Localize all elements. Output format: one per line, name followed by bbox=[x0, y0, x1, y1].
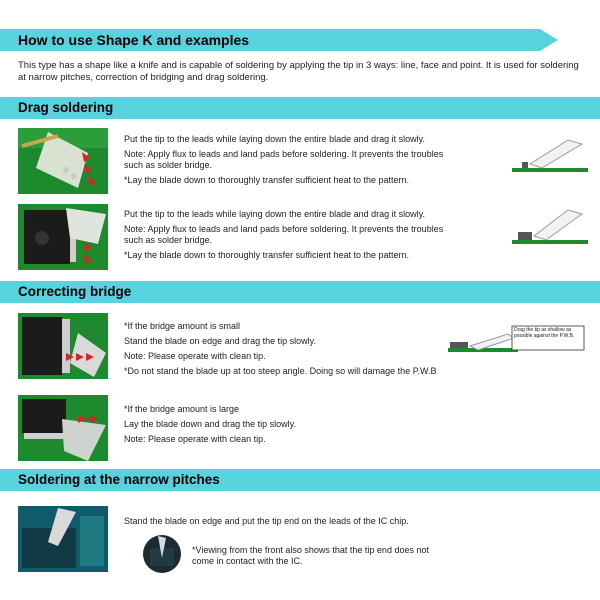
drag-1-line1: Put the tip to the leads while laying down the entire blade and drag it slowly. bbox=[124, 134, 426, 144]
bridge-1-line3: Note: Please operate with clean tip. bbox=[124, 351, 266, 361]
bridge-2-line2: Lay the blade down and drag the tip slowly. bbox=[124, 419, 296, 429]
bridge-callout: Drag the tip as shallow as possible against the P.W.B. bbox=[514, 327, 575, 339]
bridge-text-1 bbox=[124, 321, 454, 381]
section-title-narrow: Soldering at the narrow pitches bbox=[18, 472, 220, 487]
header-banner bbox=[0, 29, 540, 51]
page-title: How to use Shape K and examples bbox=[18, 32, 250, 48]
drag-2-line3: *Lay the blade down to thoroughly transfer sufficient heat to the pattern. bbox=[124, 250, 410, 260]
bridge-2-line3: Note: Please operate with clean tip. bbox=[124, 434, 266, 444]
drag-2-line2: Note: Apply flux to leads and land pads before soldering. It prevents the troubles such as solder bridge. bbox=[124, 224, 444, 245]
drag-text-1 bbox=[124, 134, 454, 190]
drag-photo-1 bbox=[18, 128, 108, 194]
bridge-1-line2: Stand the blade on edge and drag the tip slowly. bbox=[124, 336, 316, 346]
section-banner-narrow bbox=[0, 469, 600, 491]
section-banner-drag bbox=[0, 97, 600, 119]
bridge-2-line1: *If the bridge amount is large bbox=[124, 404, 240, 414]
narrow-photo bbox=[18, 506, 108, 572]
section-title-drag: Drag soldering bbox=[18, 100, 114, 115]
bridge-1-line4: *Do not stand the blade up at too steep angle. Doing so will damage the P.W.B bbox=[124, 366, 437, 376]
bridge-photo-1 bbox=[18, 313, 108, 379]
bridge-photo-2 bbox=[18, 395, 108, 461]
bridge-text-2 bbox=[124, 404, 454, 449]
drag-1-line3: *Lay the blade down to thoroughly transfer sufficient heat to the pattern. bbox=[124, 175, 410, 185]
narrow-text-2: *Viewing from the front also shows that the tip end does not come in contact with the IC. bbox=[192, 545, 429, 566]
bridge-1-line1: *If the bridge amount is small bbox=[124, 321, 241, 331]
section-banner-bridge bbox=[0, 281, 600, 303]
section-title-bridge: Correcting bridge bbox=[18, 284, 132, 299]
drag-diagram-2 bbox=[512, 206, 588, 246]
drag-2-line1: Put the tip to the leads while laying down the entire blade and drag it slowly. bbox=[124, 209, 426, 219]
drag-1-line2: Note: Apply flux to leads and land pads before soldering. It prevents the troubles such as solder bridge. bbox=[124, 149, 444, 170]
drag-photo-2 bbox=[18, 204, 108, 270]
narrow-text-1: Stand the blade on edge and put the tip end on the leads of the IC chip. bbox=[124, 516, 409, 526]
drag-diagram-1 bbox=[512, 134, 588, 174]
drag-text-2 bbox=[124, 209, 454, 265]
narrow-closeup bbox=[140, 534, 184, 574]
intro-text: This type has a shape like a knife and is capable of soldering by applying the tip in 3 ways: line, face and point. It is used for soldering at narrow pitches, correction of bridging and drag soldering. bbox=[18, 60, 579, 83]
